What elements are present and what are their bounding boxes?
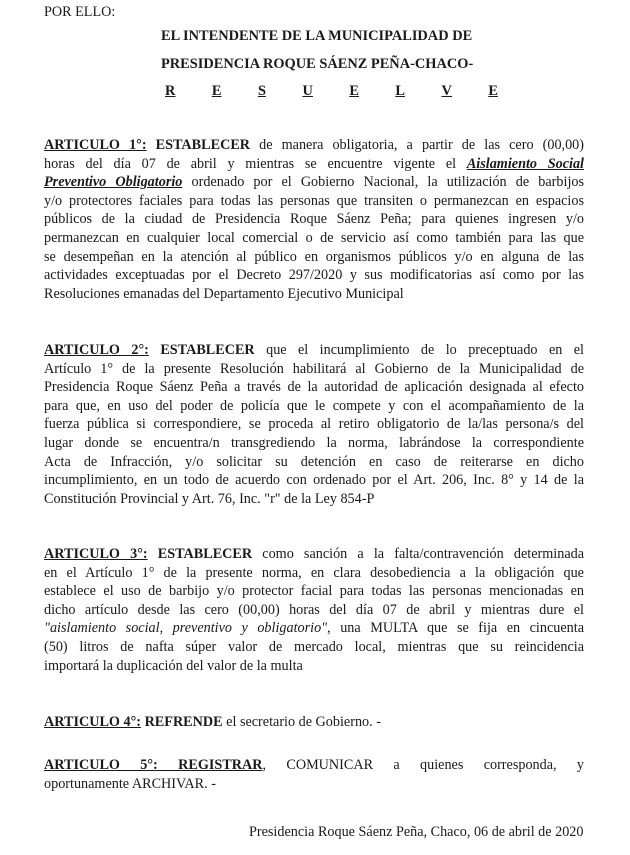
article-2-text: incumplimiento, en un todo de acuerdo con ordenado por el Art. 206, Inc. 8° y 14 de la	[44, 472, 584, 489]
article-2-heading: ARTICULO 2°:	[44, 342, 149, 358]
article-3-text: dicho artículo desde las cero (00,00) horas del día 07 de abril y mientras dure el	[44, 601, 584, 618]
article-2-text: para que, en uso del poder de policía que le compete y con el acompañamiento de la	[44, 397, 584, 414]
article-1-text: horas del día 07 de abril y mientras se encuentre vigente el	[44, 155, 467, 172]
article-1-text: permanezcan en cualquier local comercial o de servicio así como también para las que	[44, 229, 584, 246]
article-2-text: Presidencia Roque Sáenz Peña a través de la autoridad de aplicación designada al efecto	[44, 379, 584, 396]
article-1-emphasis: Preventivo Obligatorio	[44, 174, 183, 191]
article-2-text: Artículo 1° de la presente Resolución habilitará al Gobierno de la Municipalidad de	[44, 360, 584, 377]
article-4-verb: REFRENDE	[144, 714, 223, 730]
article-3-verb: ESTABLECER	[157, 546, 253, 562]
resuelve-letter: E	[349, 83, 359, 99]
article-1-heading: ARTICULO 1°:	[44, 137, 147, 153]
article-5-heading: ARTICULO 5°:	[44, 757, 158, 773]
article-2-text: lugar donde se encuentra/n transgrediendo la norma, labrándose la correspondiente	[44, 434, 584, 451]
title-line-1: EL INTENDENTE DE LA MUNICIPALIDAD DE	[161, 28, 473, 44]
resuelve-letter: L	[395, 83, 405, 99]
resuelve-letter: U	[302, 83, 313, 99]
article-2-text: fuerza pública si correspondiere, se proceda al retiro obligatorio de la/las persona/s del	[44, 416, 584, 433]
article-1-text: actividades exceptuadas por el Decreto 297/2020 y sus modificatorias así como por las	[44, 267, 584, 284]
article-3-text: en el Artículo 1° de la presente norma, en clara desobediencia a la obligación que	[44, 564, 584, 581]
intro-text: POR ELLO:	[44, 4, 116, 20]
resuelve-letter: V	[441, 83, 452, 99]
signature-place-date: Presidencia Roque Sáenz Peña, Chaco, 06 de abril de 2020	[249, 824, 584, 840]
article-1	[44, 136, 584, 303]
article-2-text: Acta de Infracción, y/o solicitar su detención en caso de reiterarse en dicho	[44, 453, 584, 470]
article-3-text: importará la duplicación del valor de la multa	[44, 657, 303, 674]
article-4-text: el secretario de Gobierno. -	[222, 714, 381, 730]
article-2-text: Constitución Provincial y Art. 76, Inc. "r" de la Ley 854-P	[44, 490, 375, 507]
title-line-2: PRESIDENCIA ROQUE SÁENZ PEÑA-CHACO-	[161, 56, 474, 72]
article-1-emphasis: Aislamiento Social	[466, 155, 584, 172]
resuelve-letter: E	[488, 83, 498, 99]
article-3-text: como sanción a la falta/contravención determinada	[252, 546, 585, 562]
article-5-text: oportunamente ARCHIVAR. -	[44, 775, 216, 792]
resuelve-heading	[165, 82, 498, 100]
resuelve-letter: S	[257, 83, 266, 99]
article-5	[44, 756, 584, 793]
article-5-verb: REGISTRAR	[157, 757, 263, 773]
article-2-text: que el incumplimiento de lo preceptuado en el	[254, 342, 584, 358]
article-2	[44, 341, 584, 508]
article-3-heading: ARTICULO 3°:	[44, 546, 148, 562]
article-3-emphasis: "aislamiento social, preventivo y obligatorio"	[44, 620, 328, 637]
article-4-heading: ARTICULO 4°:	[44, 714, 142, 730]
resuelve-letter: R	[165, 83, 176, 99]
article-1-text: ordenado por el Gobierno Nacional, la utilización de barbijos	[182, 174, 584, 191]
article-5-text: , COMUNICAR a quienes corresponda, y	[262, 757, 584, 773]
article-3	[44, 545, 584, 675]
article-1-verb: ESTABLECER	[155, 137, 251, 153]
article-4	[44, 713, 584, 732]
article-1-text: se desempeñan en la atención al público en organismos públicos y/o en alguna de las	[44, 248, 584, 265]
article-3-text: , una MULTA que se fija en cincuenta	[327, 620, 584, 637]
article-1-text: de manera obligatoria, a partir de las cero (00,00)	[250, 137, 584, 153]
article-2-verb: ESTABLECER	[160, 342, 255, 358]
article-1-text: y/o protectores faciales para todas las personas que transiten o permanezcan en espacios	[44, 192, 584, 209]
article-3-text: (50) litros de nafta súper valor de mercado local, mientras que su reincidencia	[44, 638, 584, 655]
resuelve-letter: E	[211, 83, 222, 99]
article-3-text: establece el uso de barbijo y/o protector facial para todas las personas mencionadas en	[44, 583, 584, 600]
article-1-text: Resoluciones emanadas del Departamento Ejecutivo Municipal	[44, 285, 404, 302]
article-1-text: públicos de la ciudad de Presidencia Roque Sáenz Peña; para quienes ingresen y/o	[44, 211, 584, 228]
